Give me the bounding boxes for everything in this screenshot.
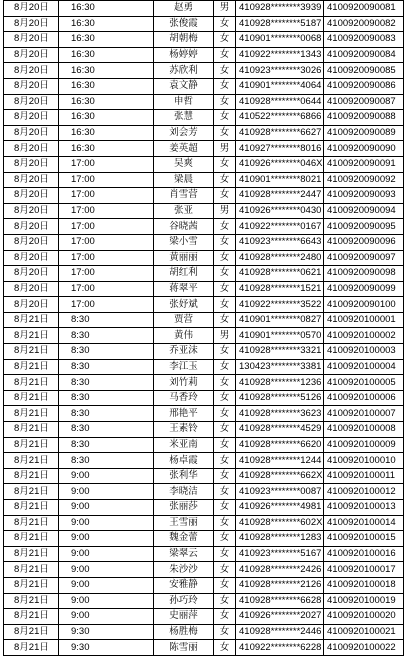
- table-row: [4, 16, 404, 32]
- name-cell: 张利华: [154, 468, 214, 484]
- name-cell: 肖雪营: [154, 188, 214, 204]
- sex-cell: 女: [214, 390, 236, 406]
- ticket-number-cell: 4100920090094: [324, 203, 404, 219]
- time-cell: 17:00: [59, 266, 154, 282]
- table-row: [4, 125, 404, 141]
- ticket-number-cell: 4100920100003: [324, 344, 404, 360]
- sex-cell: 女: [214, 125, 236, 141]
- id-number-cell: 410928********1244: [236, 453, 324, 469]
- name-cell: 朱沙沙: [154, 562, 214, 578]
- ticket-number-cell: 4100920100017: [324, 562, 404, 578]
- time-cell: 16:30: [59, 94, 154, 110]
- id-number-cell: 410928********602X: [236, 515, 324, 531]
- time-cell: 17:00: [59, 156, 154, 172]
- date-cell: 8月21日: [4, 437, 59, 453]
- id-number-cell: 410926********0430: [236, 203, 324, 219]
- ticket-number-cell: 4100920100005: [324, 375, 404, 391]
- sex-cell: 女: [214, 359, 236, 375]
- sex-cell: 女: [214, 156, 236, 172]
- ticket-number-cell: 4100920090088: [324, 110, 404, 126]
- date-cell: 8月21日: [4, 406, 59, 422]
- time-cell: 9:00: [59, 500, 154, 516]
- name-cell: 姜英超: [154, 141, 214, 157]
- sex-cell: 女: [214, 172, 236, 188]
- date-cell: 8月20日: [4, 16, 59, 32]
- date-cell: 8月20日: [4, 297, 59, 313]
- date-cell: 8月21日: [4, 593, 59, 609]
- name-cell: 王雪丽: [154, 515, 214, 531]
- date-cell: 8月21日: [4, 562, 59, 578]
- table-row: [4, 359, 404, 375]
- table-row: [4, 203, 404, 219]
- name-cell: 杨卓霞: [154, 453, 214, 469]
- table-row: [4, 328, 404, 344]
- ticket-number-cell: 4100920100019: [324, 593, 404, 609]
- time-cell: 17:00: [59, 281, 154, 297]
- date-cell: 8月20日: [4, 125, 59, 141]
- date-cell: 8月21日: [4, 359, 59, 375]
- name-cell: 张妤斌: [154, 297, 214, 313]
- table-row: [4, 437, 404, 453]
- table-row: [4, 47, 404, 63]
- time-cell: 8:30: [59, 390, 154, 406]
- ticket-number-cell: 4100920100010: [324, 453, 404, 469]
- date-cell: 8月21日: [4, 546, 59, 562]
- ticket-number-cell: 4100920090085: [324, 63, 404, 79]
- name-cell: 李江玉: [154, 359, 214, 375]
- sex-cell: 女: [214, 16, 236, 32]
- time-cell: 8:30: [59, 437, 154, 453]
- name-cell: 黄丽丽: [154, 250, 214, 266]
- time-cell: 17:00: [59, 250, 154, 266]
- ticket-number-cell: 4100920090081: [324, 1, 404, 17]
- date-cell: 8月21日: [4, 500, 59, 516]
- date-cell: 8月20日: [4, 281, 59, 297]
- name-cell: 安雅静: [154, 577, 214, 593]
- name-cell: 申哲: [154, 94, 214, 110]
- name-cell: 胡朝梅: [154, 32, 214, 48]
- schedule-table-body: [4, 1, 404, 656]
- ticket-number-cell: 4100920100014: [324, 515, 404, 531]
- name-cell: 李晓洁: [154, 484, 214, 500]
- name-cell: 梁小雪: [154, 234, 214, 250]
- date-cell: 8月21日: [4, 577, 59, 593]
- table-row: [4, 156, 404, 172]
- id-number-cell: 410922********6228: [236, 640, 324, 656]
- time-cell: 16:30: [59, 63, 154, 79]
- ticket-number-cell: 4100920090100: [324, 297, 404, 313]
- sex-cell: 女: [214, 188, 236, 204]
- sex-cell: 女: [214, 47, 236, 63]
- name-cell: 杨婷婷: [154, 47, 214, 63]
- id-number-cell: 410928********2480: [236, 250, 324, 266]
- id-number-cell: 410928********6628: [236, 593, 324, 609]
- time-cell: 9:00: [59, 577, 154, 593]
- name-cell: 张慧: [154, 110, 214, 126]
- table-row: [4, 406, 404, 422]
- date-cell: 8月20日: [4, 172, 59, 188]
- date-cell: 8月21日: [4, 344, 59, 360]
- ticket-number-cell: 4100920100007: [324, 406, 404, 422]
- name-cell: 胡红利: [154, 266, 214, 282]
- sex-cell: 女: [214, 484, 236, 500]
- id-number-cell: 410922********1343: [236, 47, 324, 63]
- time-cell: 16:30: [59, 32, 154, 48]
- table-row: [4, 390, 404, 406]
- sex-cell: 女: [214, 437, 236, 453]
- name-cell: 赵勇: [154, 1, 214, 17]
- sex-cell: 女: [214, 640, 236, 656]
- table-row: [4, 188, 404, 204]
- sex-cell: 女: [214, 406, 236, 422]
- id-number-cell: 410928********5187: [236, 16, 324, 32]
- name-cell: 袁文静: [154, 78, 214, 94]
- date-cell: 8月20日: [4, 47, 59, 63]
- ticket-number-cell: 4100920100020: [324, 609, 404, 625]
- name-cell: 谷晓茜: [154, 219, 214, 235]
- sex-cell: 女: [214, 250, 236, 266]
- time-cell: 9:00: [59, 562, 154, 578]
- date-cell: 8月21日: [4, 312, 59, 328]
- table-row: [4, 577, 404, 593]
- id-number-cell: 410922********0167: [236, 219, 324, 235]
- ticket-number-cell: 4100920090093: [324, 188, 404, 204]
- id-number-cell: 410928********0621: [236, 266, 324, 282]
- table-row: [4, 531, 404, 547]
- name-cell: 邢艳平: [154, 406, 214, 422]
- id-number-cell: 410928********6620: [236, 437, 324, 453]
- name-cell: 杨胜梅: [154, 624, 214, 640]
- table-row: [4, 266, 404, 282]
- table-row: [4, 375, 404, 391]
- time-cell: 9:00: [59, 609, 154, 625]
- ticket-number-cell: 4100920090097: [324, 250, 404, 266]
- time-cell: 16:30: [59, 125, 154, 141]
- date-cell: 8月21日: [4, 390, 59, 406]
- table-row: [4, 546, 404, 562]
- table-row: [4, 32, 404, 48]
- name-cell: 刘会芳: [154, 125, 214, 141]
- id-number-cell: 410928********3623: [236, 406, 324, 422]
- id-number-cell: 410901********4064: [236, 78, 324, 94]
- name-cell: 张俊霞: [154, 16, 214, 32]
- table-row: [4, 234, 404, 250]
- id-number-cell: 410928********2446: [236, 624, 324, 640]
- table-row: [4, 593, 404, 609]
- id-number-cell: 410901********0570: [236, 328, 324, 344]
- name-cell: 梁晨: [154, 172, 214, 188]
- ticket-number-cell: 4100920100012: [324, 484, 404, 500]
- sex-cell: 女: [214, 609, 236, 625]
- date-cell: 8月20日: [4, 234, 59, 250]
- sex-cell: 女: [214, 94, 236, 110]
- id-number-cell: 130423********3381: [236, 359, 324, 375]
- ticket-number-cell: 4100920100011: [324, 468, 404, 484]
- table-row: [4, 297, 404, 313]
- id-number-cell: 410923********0087: [236, 484, 324, 500]
- time-cell: 17:00: [59, 203, 154, 219]
- time-cell: 9:00: [59, 468, 154, 484]
- date-cell: 8月20日: [4, 266, 59, 282]
- id-number-cell: 410927********8016: [236, 141, 324, 157]
- time-cell: 9:00: [59, 531, 154, 547]
- name-cell: 黄伟: [154, 328, 214, 344]
- sex-cell: 女: [214, 500, 236, 516]
- ticket-number-cell: 4100920090082: [324, 16, 404, 32]
- time-cell: 9:00: [59, 515, 154, 531]
- time-cell: 8:30: [59, 453, 154, 469]
- sex-cell: 女: [214, 344, 236, 360]
- sex-cell: 女: [214, 266, 236, 282]
- name-cell: 王素铃: [154, 422, 214, 438]
- time-cell: 9:30: [59, 624, 154, 640]
- time-cell: 17:00: [59, 297, 154, 313]
- id-number-cell: 410928********2126: [236, 577, 324, 593]
- time-cell: 16:30: [59, 47, 154, 63]
- date-cell: 8月21日: [4, 422, 59, 438]
- name-cell: 史丽萍: [154, 609, 214, 625]
- time-cell: 8:30: [59, 406, 154, 422]
- id-number-cell: 410926********2027: [236, 609, 324, 625]
- sex-cell: 女: [214, 110, 236, 126]
- time-cell: 17:00: [59, 219, 154, 235]
- ticket-number-cell: 4100920100001: [324, 312, 404, 328]
- time-cell: 9:00: [59, 484, 154, 500]
- id-number-cell: 410926********046X: [236, 156, 324, 172]
- time-cell: 9:00: [59, 546, 154, 562]
- sex-cell: 女: [214, 562, 236, 578]
- ticket-number-cell: 4100920090089: [324, 125, 404, 141]
- table-row: [4, 250, 404, 266]
- sex-cell: 女: [214, 624, 236, 640]
- sex-cell: 女: [214, 219, 236, 235]
- time-cell: 16:30: [59, 78, 154, 94]
- time-cell: 8:30: [59, 344, 154, 360]
- ticket-number-cell: 4100920100008: [324, 422, 404, 438]
- date-cell: 8月21日: [4, 453, 59, 469]
- id-number-cell: 410928********2447: [236, 188, 324, 204]
- name-cell: 米亚南: [154, 437, 214, 453]
- id-number-cell: 410928********4529: [236, 422, 324, 438]
- time-cell: 17:00: [59, 188, 154, 204]
- time-cell: 17:00: [59, 234, 154, 250]
- ticket-number-cell: 4100920090099: [324, 281, 404, 297]
- name-cell: 马香玲: [154, 390, 214, 406]
- id-number-cell: 410928********2426: [236, 562, 324, 578]
- date-cell: 8月20日: [4, 219, 59, 235]
- name-cell: 梁翠云: [154, 546, 214, 562]
- id-number-cell: 410926********4981: [236, 500, 324, 516]
- table-row: [4, 78, 404, 94]
- ticket-number-cell: 4100920090083: [324, 32, 404, 48]
- id-number-cell: 410928********3321: [236, 344, 324, 360]
- ticket-number-cell: 4100920100006: [324, 390, 404, 406]
- table-row: [4, 141, 404, 157]
- name-cell: 蒋翠平: [154, 281, 214, 297]
- sex-cell: 女: [214, 577, 236, 593]
- table-row: [4, 609, 404, 625]
- time-cell: 16:30: [59, 110, 154, 126]
- sex-cell: 女: [214, 546, 236, 562]
- id-number-cell: 410928********6627: [236, 125, 324, 141]
- sex-cell: 女: [214, 312, 236, 328]
- date-cell: 8月21日: [4, 624, 59, 640]
- name-cell: 张亚: [154, 203, 214, 219]
- date-cell: 8月20日: [4, 141, 59, 157]
- date-cell: 8月21日: [4, 468, 59, 484]
- ticket-number-cell: 4100920100004: [324, 359, 404, 375]
- ticket-number-cell: 4100920100015: [324, 531, 404, 547]
- table-row: [4, 94, 404, 110]
- ticket-number-cell: 4100920090092: [324, 172, 404, 188]
- table-row: [4, 281, 404, 297]
- date-cell: 8月20日: [4, 203, 59, 219]
- date-cell: 8月20日: [4, 1, 59, 17]
- name-cell: 贾营: [154, 312, 214, 328]
- sex-cell: 女: [214, 422, 236, 438]
- id-number-cell: 410901********8021: [236, 172, 324, 188]
- ticket-number-cell: 4100920100022: [324, 640, 404, 656]
- sex-cell: 女: [214, 453, 236, 469]
- date-cell: 8月21日: [4, 531, 59, 547]
- time-cell: 8:30: [59, 328, 154, 344]
- table-row: [4, 624, 404, 640]
- date-cell: 8月21日: [4, 515, 59, 531]
- time-cell: 9:30: [59, 640, 154, 656]
- id-number-cell: 410928********5126: [236, 390, 324, 406]
- ticket-number-cell: 4100920100009: [324, 437, 404, 453]
- time-cell: 8:30: [59, 359, 154, 375]
- time-cell: 16:30: [59, 1, 154, 17]
- id-number-cell: 410928********3939: [236, 1, 324, 17]
- table-row: [4, 422, 404, 438]
- table-row: [4, 344, 404, 360]
- date-cell: 8月20日: [4, 156, 59, 172]
- sex-cell: 女: [214, 297, 236, 313]
- table-row: [4, 500, 404, 516]
- sex-cell: 女: [214, 32, 236, 48]
- table-row: [4, 468, 404, 484]
- id-number-cell: 410923********5167: [236, 546, 324, 562]
- schedule-table: [3, 0, 404, 656]
- name-cell: 张丽莎: [154, 500, 214, 516]
- name-cell: 孙巧玲: [154, 593, 214, 609]
- ticket-number-cell: 4100920090095: [324, 219, 404, 235]
- date-cell: 8月21日: [4, 609, 59, 625]
- name-cell: 乔亚沫: [154, 344, 214, 360]
- name-cell: 陈雪丽: [154, 640, 214, 656]
- ticket-number-cell: 4100920090086: [324, 78, 404, 94]
- sex-cell: 女: [214, 78, 236, 94]
- table-row: [4, 484, 404, 500]
- table-row: [4, 453, 404, 469]
- ticket-number-cell: 4100920090096: [324, 234, 404, 250]
- date-cell: 8月21日: [4, 484, 59, 500]
- id-number-cell: 410928********1236: [236, 375, 324, 391]
- sex-cell: 女: [214, 375, 236, 391]
- ticket-number-cell: 4100920090091: [324, 156, 404, 172]
- date-cell: 8月20日: [4, 32, 59, 48]
- table-row: [4, 640, 404, 656]
- id-number-cell: 410928********1283: [236, 531, 324, 547]
- date-cell: 8月20日: [4, 78, 59, 94]
- sex-cell: 女: [214, 531, 236, 547]
- date-cell: 8月20日: [4, 250, 59, 266]
- ticket-number-cell: 4100920090090: [324, 141, 404, 157]
- table-row: [4, 172, 404, 188]
- time-cell: 16:30: [59, 141, 154, 157]
- time-cell: 17:00: [59, 172, 154, 188]
- sex-cell: 女: [214, 63, 236, 79]
- date-cell: 8月20日: [4, 110, 59, 126]
- sex-cell: 女: [214, 593, 236, 609]
- ticket-number-cell: 4100920100013: [324, 500, 404, 516]
- table-row: [4, 562, 404, 578]
- ticket-number-cell: 4100920100021: [324, 624, 404, 640]
- table-row: [4, 63, 404, 79]
- time-cell: 9:00: [59, 593, 154, 609]
- sex-cell: 女: [214, 281, 236, 297]
- time-cell: 8:30: [59, 312, 154, 328]
- ticket-number-cell: 4100920100002: [324, 328, 404, 344]
- date-cell: 8月21日: [4, 640, 59, 656]
- id-number-cell: 410922********3522: [236, 297, 324, 313]
- ticket-number-cell: 4100920100016: [324, 546, 404, 562]
- time-cell: 16:30: [59, 16, 154, 32]
- id-number-cell: 410928********0644: [236, 94, 324, 110]
- id-number-cell: 410901********0827: [236, 312, 324, 328]
- name-cell: 魏金蕾: [154, 531, 214, 547]
- name-cell: 苏欣利: [154, 63, 214, 79]
- name-cell: 刘竹莉: [154, 375, 214, 391]
- table-row: [4, 1, 404, 17]
- sex-cell: 男: [214, 203, 236, 219]
- date-cell: 8月20日: [4, 94, 59, 110]
- name-cell: 吴爽: [154, 156, 214, 172]
- sex-cell: 男: [214, 1, 236, 17]
- sex-cell: 男: [214, 141, 236, 157]
- date-cell: 8月21日: [4, 328, 59, 344]
- date-cell: 8月20日: [4, 63, 59, 79]
- id-number-cell: 410928********662X: [236, 468, 324, 484]
- id-number-cell: 410522********6866: [236, 110, 324, 126]
- date-cell: 8月21日: [4, 375, 59, 391]
- table-row: [4, 110, 404, 126]
- id-number-cell: 410901********0068: [236, 32, 324, 48]
- sex-cell: 女: [214, 515, 236, 531]
- ticket-number-cell: 4100920090098: [324, 266, 404, 282]
- id-number-cell: 410923********3026: [236, 63, 324, 79]
- sex-cell: 女: [214, 234, 236, 250]
- time-cell: 8:30: [59, 375, 154, 391]
- ticket-number-cell: 4100920100018: [324, 577, 404, 593]
- sex-cell: 男: [214, 328, 236, 344]
- time-cell: 8:30: [59, 422, 154, 438]
- table-row: [4, 515, 404, 531]
- date-cell: 8月20日: [4, 188, 59, 204]
- ticket-number-cell: 4100920090084: [324, 47, 404, 63]
- ticket-number-cell: 4100920090087: [324, 94, 404, 110]
- table-row: [4, 312, 404, 328]
- sex-cell: 女: [214, 468, 236, 484]
- id-number-cell: 410923********6643: [236, 234, 324, 250]
- table-row: [4, 219, 404, 235]
- id-number-cell: 410928********1521: [236, 281, 324, 297]
